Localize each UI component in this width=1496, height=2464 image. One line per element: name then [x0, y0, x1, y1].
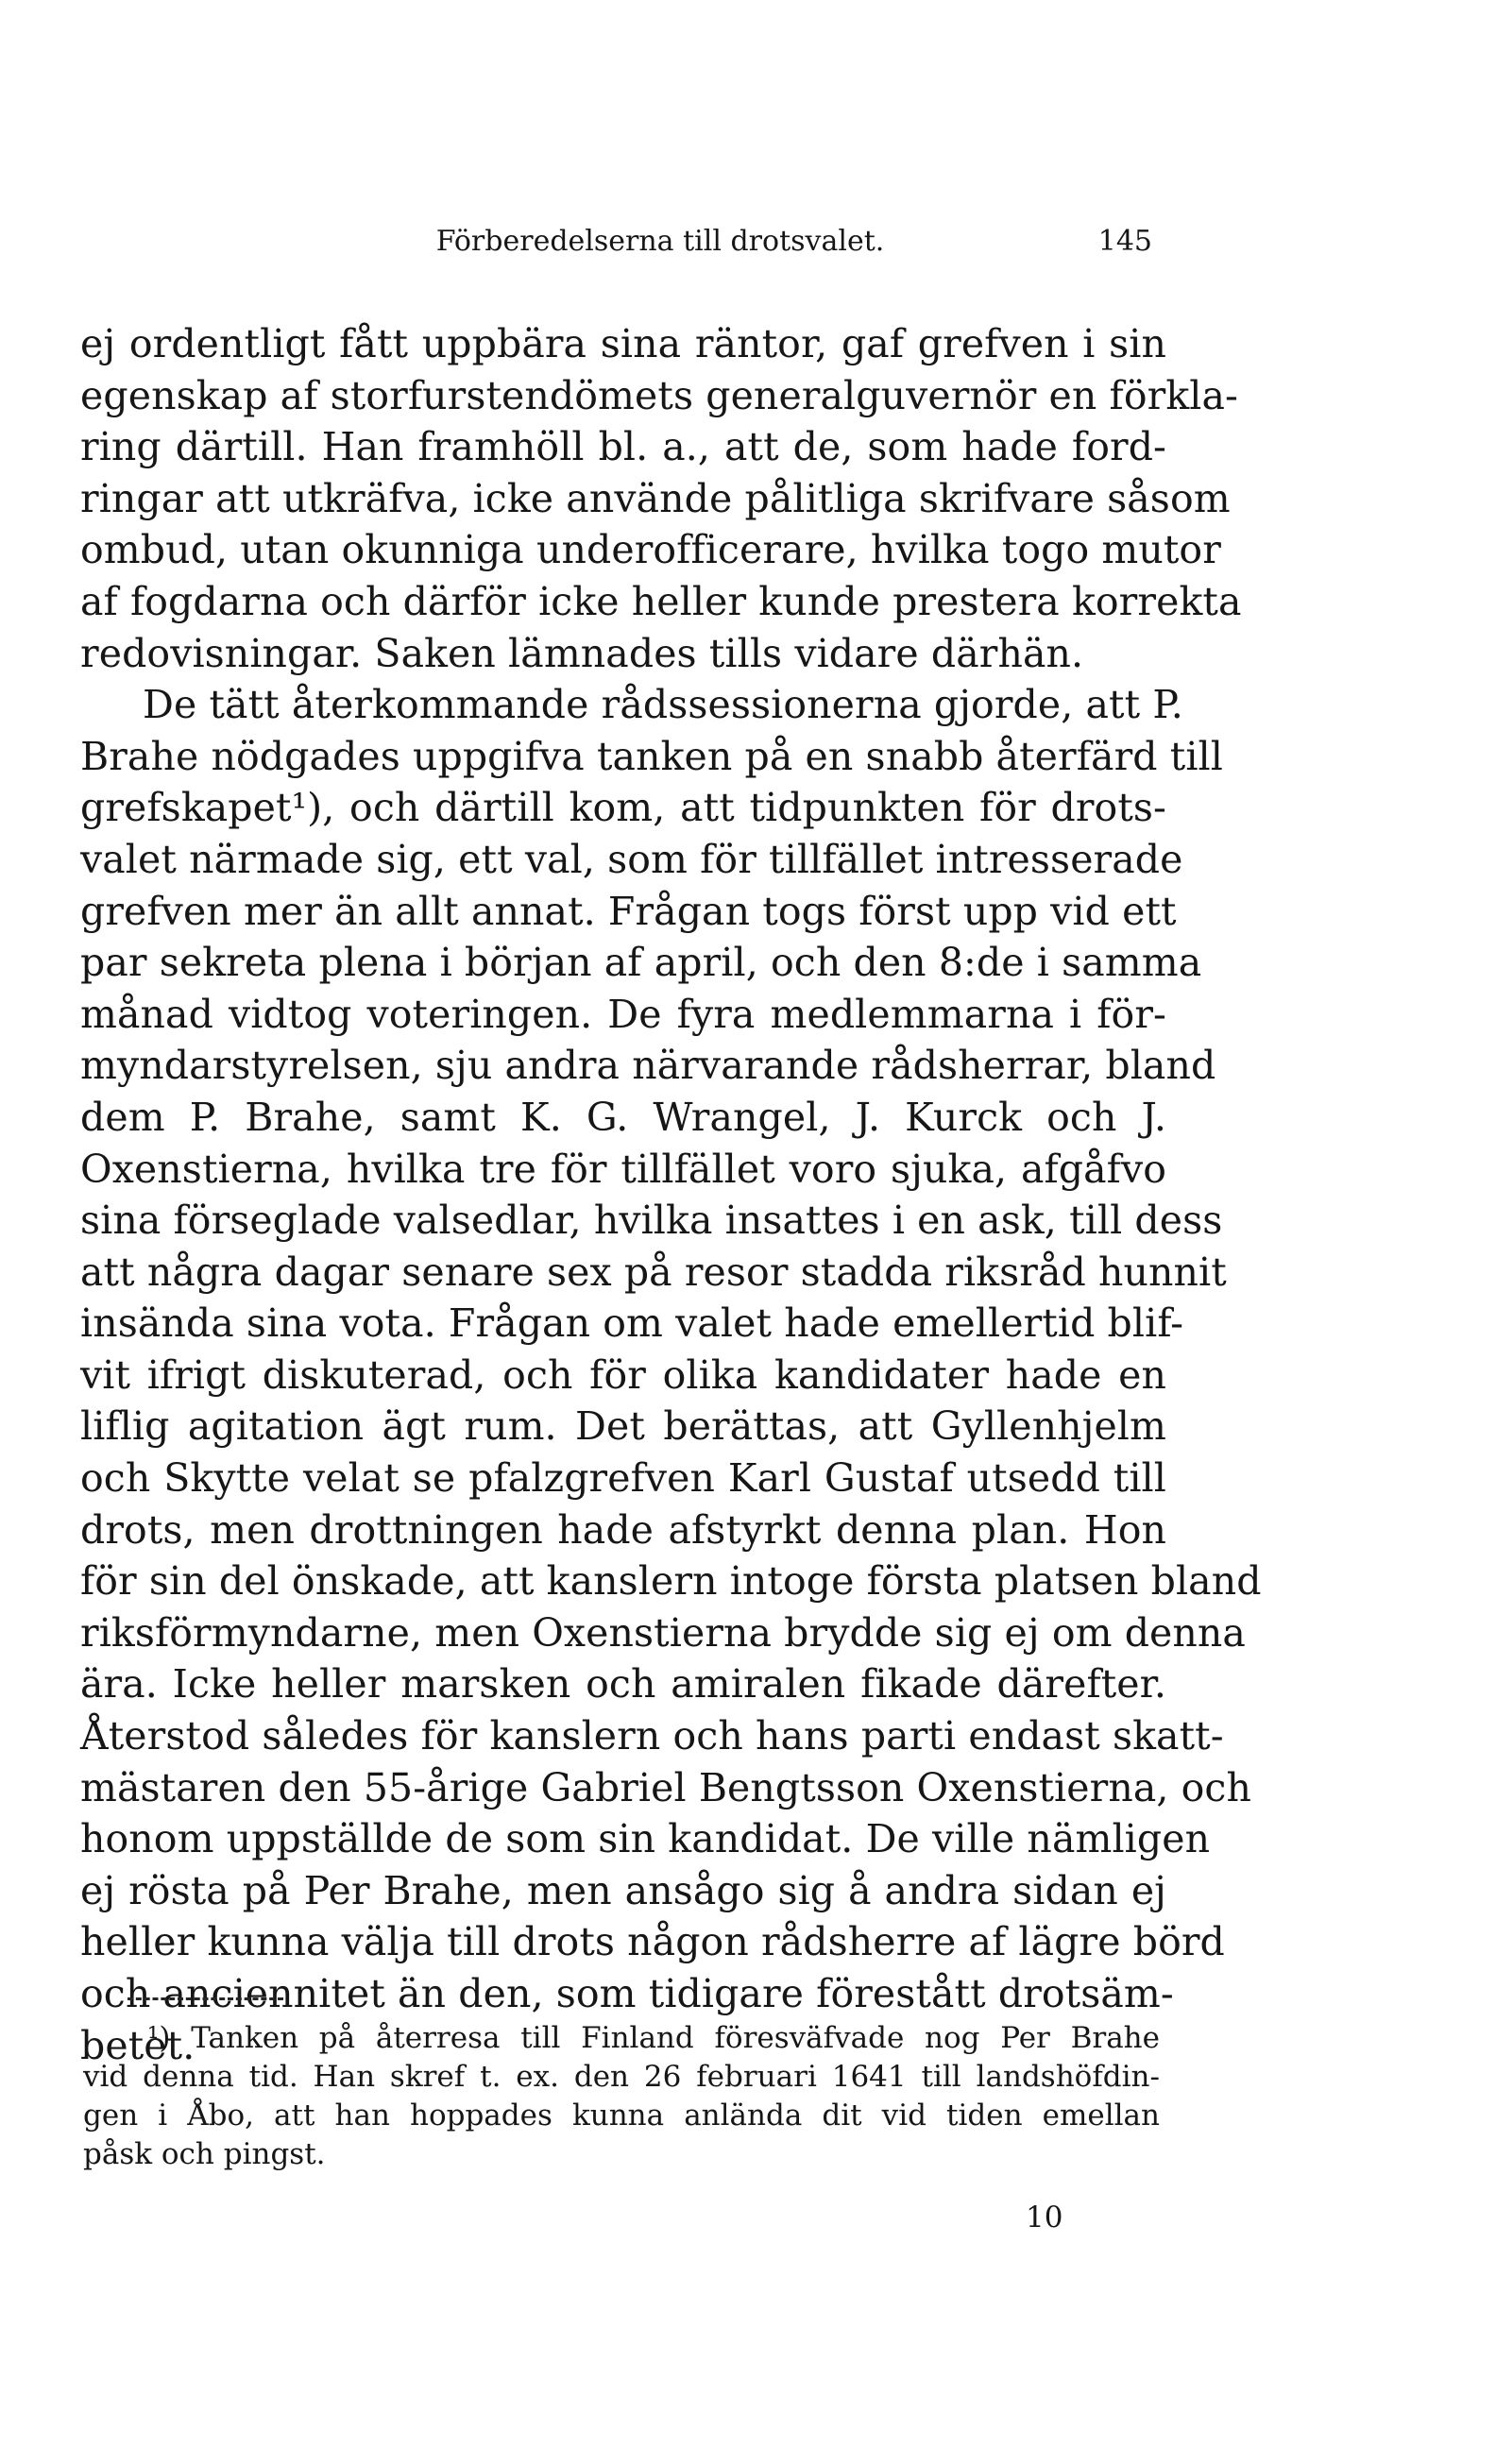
text-line: drots, men drottningen hade afstyrkt denna plan. Hon	[80, 1506, 1166, 1553]
signature-mark: 10	[1026, 2201, 1063, 2235]
text-line: månad vidtog voteringen. De fyra medlemmarna i för-	[80, 991, 1166, 1037]
running-title: Förberedelserna till drotsvalet.	[435, 225, 885, 258]
text-line: liflig agitation ägt rum. Det berättas, att Gyllenhjelm	[80, 1403, 1166, 1450]
body-text	[80, 318, 1262, 2071]
text-line: valet närmade sig, ett val, som för tillfället intresserade	[80, 836, 1183, 882]
text-line: och anciennitet än den, som tidigare förestått drotsäm-	[80, 1971, 1174, 2016]
text-line: att några dagar senare sex på resor stadda riksråd hunnit	[80, 1249, 1227, 1295]
footnote-divider	[128, 1997, 283, 2000]
text-line: honom uppställde de som sin kandidat. De ville nämligen	[80, 1816, 1211, 1862]
text-line: för sin del önskade, att kanslern intoge första platsen bland	[80, 1558, 1262, 1605]
footnote	[83, 2019, 1160, 2174]
text-line: grefven mer än allt annat. Frågan togs först upp vid ett	[80, 888, 1177, 934]
text-line: De tätt återkommande rådssessionerna gjorde, att P.	[143, 682, 1183, 728]
text-line: ej rösta på Per Brahe, men ansågo sig å andra sidan ej	[80, 1867, 1166, 1913]
text-line: vit ifrigt diskuterad, och för olika kandidater hade en	[80, 1351, 1166, 1398]
text-line: af fogdarna och därför icke heller kunde prestera korrekta	[80, 578, 1242, 624]
text-line: myndarstyrelsen, sju andra närvarande rådsherrar, bland	[80, 1043, 1216, 1089]
text-line: redovisningar. Saken lämnades tills vidare därhän.	[80, 630, 1084, 676]
footnote-line: ¹) Tanken på återresa till Finland föresväfvade nog Per Brahe	[147, 2021, 1160, 2055]
footnote-line: vid denna tid. Han skref t. ex. den 26 februari 1641 till landshöfdin-	[83, 2060, 1160, 2094]
text-line: grefskapet¹), och därtill kom, att tidpunkten för drots-	[80, 785, 1166, 831]
text-line: mästaren den 55-årige Gabriel Bengtsson Oxenstierna, och	[80, 1764, 1252, 1810]
running-header	[168, 225, 1152, 281]
text-line: par sekreta plena i början af april, och den 8:de i samma	[80, 940, 1202, 986]
text-line: riksförmyndarne, men Oxenstierna brydde sig ej om denna	[80, 1609, 1246, 1656]
text-line: heller kunna välja till drots någon rådsherre af lägre börd	[80, 1919, 1225, 1965]
text-line: ring därtill. Han framhöll bl. a., att de, som hade ford-	[80, 424, 1166, 470]
text-line: ära. Icke heller marsken och amiralen fikade därefter.	[80, 1661, 1166, 1708]
text-line: Oxenstierna, hvilka tre för tillfället voro sjuka, afgåfvo	[80, 1146, 1166, 1192]
footnote-line: påsk och pingst.	[83, 2137, 326, 2171]
text-line: och Skytte velat se pfalzgrefven Karl Gustaf utsedd till	[80, 1455, 1166, 1502]
text-line: ringar att utkräfva, icke använde pålitliga skrifvare såsom	[80, 475, 1231, 521]
text-line: ombud, utan okunniga underofficerare, hvilka togo mutor	[80, 527, 1221, 573]
text-line: insända sina vota. Frågan om valet hade emellertid blif-	[80, 1300, 1184, 1347]
text-line: Återstod således för kanslern och hans parti endast skatt-	[80, 1713, 1224, 1759]
text-line: egenskap af storfurstendömets generalguvernör en förkla-	[80, 372, 1238, 418]
text-line: ej ordentligt fått uppbära sina räntor, gaf grefven i sin	[80, 321, 1166, 366]
page-number: 145	[1097, 225, 1152, 258]
text-line: sina förseglade valsedlar, hvilka insattes i en ask, till dess	[80, 1198, 1223, 1244]
text-line: Brahe nödgades uppgifva tanken på en snabb återfärd till	[80, 733, 1223, 779]
footnote-line: gen i Åbo, att han hoppades kunna anlända dit vid tiden emellan	[83, 2099, 1160, 2133]
text-line: dem P. Brahe, samt K. G. Wrangel, J. Kurck och J.	[80, 1094, 1166, 1140]
text-line: betet.	[80, 2022, 196, 2068]
